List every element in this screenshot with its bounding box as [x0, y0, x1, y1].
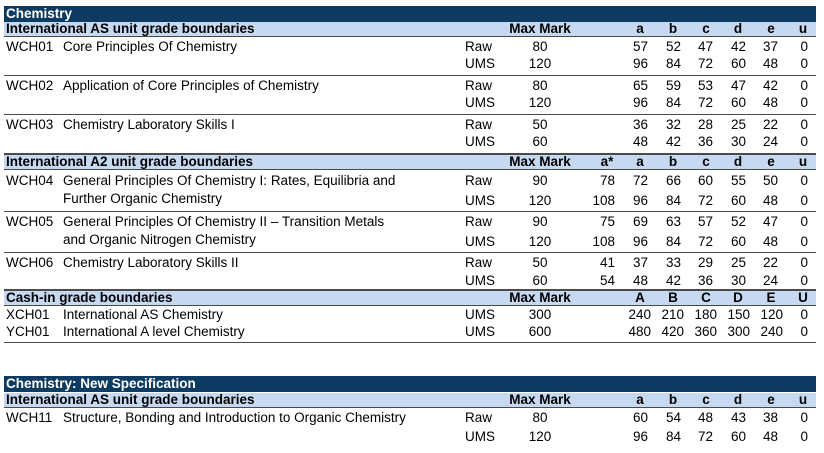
- grade-value: 48: [762, 95, 778, 110]
- grade-value: 0: [800, 56, 808, 71]
- unit-name: and Organic Nitrogen Chemistry: [63, 232, 256, 247]
- grade-value: 480: [628, 324, 651, 339]
- mark-type: UMS: [465, 95, 495, 110]
- grade-value: 84: [665, 56, 681, 71]
- grade-value: 47: [762, 214, 778, 229]
- unit-code: WCH06: [6, 255, 54, 270]
- grade-value: 360: [694, 324, 717, 339]
- unit-name: Further Organic Chemistry: [63, 191, 223, 206]
- grade-value: 52: [730, 214, 746, 229]
- grade-value: 59: [665, 78, 681, 93]
- grade-value: 0: [800, 214, 808, 229]
- max-mark-header: Max Mark: [509, 290, 571, 305]
- max-mark: 120: [528, 193, 552, 208]
- max-mark: 50: [532, 255, 548, 270]
- grade-value: 120: [760, 307, 783, 322]
- grade-value: 60: [730, 56, 746, 71]
- unit-code: WCH03: [6, 117, 54, 132]
- max-mark: 50: [532, 117, 548, 132]
- unit-code: XCH01: [6, 307, 50, 322]
- unit-name: Structure, Bonding and Introduction to Organic Chemistry: [63, 410, 406, 425]
- grade-value: 29: [697, 255, 713, 270]
- max-mark: 120: [528, 56, 552, 71]
- max-mark: 90: [532, 173, 548, 188]
- grade-value: 41: [599, 255, 615, 270]
- grade-value: 84: [665, 193, 681, 208]
- grade-value: 150: [727, 307, 750, 322]
- grade-value: 60: [632, 410, 648, 425]
- grade-value: 84: [665, 234, 681, 249]
- grade-value: 210: [661, 307, 684, 322]
- grade-value: 240: [628, 307, 651, 322]
- mark-type: Raw: [465, 410, 493, 425]
- grade-value: 60: [730, 193, 746, 208]
- max-mark-header: Max Mark: [509, 21, 571, 36]
- grade-value: 240: [760, 324, 783, 339]
- grade-value: 28: [697, 117, 713, 132]
- unit-name: Chemistry Laboratory Skills I: [63, 117, 235, 132]
- grade-value: 24: [762, 273, 778, 288]
- grade-value: 50: [762, 173, 778, 188]
- grade-value: 0: [800, 39, 808, 54]
- grade-header: C: [701, 290, 711, 305]
- group-heading: Cash-in grade boundaries: [6, 290, 173, 305]
- grade-value: 0: [800, 324, 808, 339]
- grade-header: D: [733, 290, 743, 305]
- grade-value: 48: [762, 56, 778, 71]
- grade-value: 96: [632, 95, 648, 110]
- grade-value: 38: [762, 410, 778, 425]
- unit-code: WCH01: [6, 39, 54, 54]
- unit-name: International A level Chemistry: [63, 324, 245, 339]
- grade-value: 55: [730, 173, 746, 188]
- grade-value: 69: [632, 214, 648, 229]
- grade-value: 96: [632, 56, 648, 71]
- grade-value: 72: [697, 234, 713, 249]
- grade-value: 0: [800, 429, 808, 444]
- grade-value: 84: [665, 95, 681, 110]
- max-mark: 90: [532, 214, 548, 229]
- grade-header: a: [636, 21, 644, 36]
- grade-header: u: [798, 392, 808, 407]
- grade-value: 30: [730, 273, 746, 288]
- grade-header: e: [767, 21, 775, 36]
- grade-value: 36: [632, 117, 648, 132]
- row-divider: [4, 114, 816, 115]
- grade-value: 65: [632, 78, 648, 93]
- grade-header: u: [798, 154, 808, 169]
- max-mark: 60: [532, 134, 548, 149]
- grade-value: 60: [730, 429, 746, 444]
- grade-header: e: [767, 392, 775, 407]
- grade-value: 0: [800, 95, 808, 110]
- grade-value: 0: [800, 173, 808, 188]
- grade-value: 60: [730, 95, 746, 110]
- section-title-new-spec: Chemistry: New Specification: [4, 376, 816, 392]
- grade-value: 25: [730, 117, 746, 132]
- grade-value: 420: [661, 324, 684, 339]
- max-mark: 120: [528, 95, 552, 110]
- grade-value: 57: [697, 214, 713, 229]
- grade-header: d: [733, 154, 743, 169]
- grade-header: d: [733, 21, 743, 36]
- mark-type: UMS: [465, 134, 495, 149]
- grade-value: 42: [730, 39, 746, 54]
- grade-value: 42: [762, 78, 778, 93]
- unit-name: General Principles Of Chemistry I: Rates, Equilibria and: [63, 173, 396, 188]
- grade-value: 60: [697, 173, 713, 188]
- grade-value: 22: [762, 255, 778, 270]
- grade-header: e: [767, 154, 775, 169]
- grade-value: 42: [665, 134, 681, 149]
- grade-value: 75: [599, 214, 615, 229]
- mark-type: Raw: [465, 39, 493, 54]
- mark-type: UMS: [465, 234, 495, 249]
- grade-header: a: [636, 154, 644, 169]
- grade-value: 22: [762, 117, 778, 132]
- grade-value: 25: [730, 255, 746, 270]
- grade-value: 53: [697, 78, 713, 93]
- mark-type: Raw: [465, 255, 493, 270]
- mark-type: UMS: [465, 429, 495, 444]
- max-mark-header: Max Mark: [509, 154, 571, 169]
- group-heading: International AS unit grade boundaries: [6, 392, 255, 407]
- grade-header: d: [733, 392, 743, 407]
- grade-value: 72: [697, 193, 713, 208]
- grade-header: E: [766, 290, 776, 305]
- unit-name: Chemistry Laboratory Skills II: [63, 255, 239, 270]
- mark-type: UMS: [465, 193, 495, 208]
- grade-header: B: [668, 290, 678, 305]
- mark-type: Raw: [465, 173, 493, 188]
- grade-value: 32: [665, 117, 681, 132]
- grade-value: 63: [665, 214, 681, 229]
- grade-value: 30: [730, 134, 746, 149]
- grade-header: c: [702, 21, 710, 36]
- unit-code: WCH11: [6, 410, 53, 425]
- row-divider: [4, 75, 816, 76]
- grade-value: 47: [730, 78, 746, 93]
- grade-value: 48: [632, 273, 648, 288]
- unit-code: WCH05: [6, 214, 54, 229]
- max-mark: 60: [532, 273, 548, 288]
- grade-value: 96: [632, 429, 648, 444]
- unit-name: Core Principles Of Chemistry: [63, 39, 238, 54]
- grade-value: 57: [632, 39, 648, 54]
- grade-value: 43: [730, 410, 746, 425]
- grade-header: c: [702, 154, 710, 169]
- mark-type: Raw: [465, 78, 493, 93]
- max-mark: 300: [528, 307, 552, 322]
- mark-type: Raw: [465, 214, 493, 229]
- grade-value: 108: [592, 193, 615, 208]
- grade-value: 0: [800, 193, 808, 208]
- unit-name: Application of Core Principles of Chemistry: [63, 78, 319, 93]
- grade-header: A: [635, 290, 645, 305]
- grade-header: c: [702, 392, 710, 407]
- grade-value: 0: [800, 307, 808, 322]
- group-heading: International A2 unit grade boundaries: [6, 154, 254, 169]
- row-divider: [4, 211, 816, 212]
- unit-code: YCH01: [6, 324, 50, 339]
- grade-value: 33: [665, 255, 681, 270]
- grade-header: U: [798, 290, 808, 305]
- grade-value: 37: [762, 39, 778, 54]
- grade-value: 66: [665, 173, 681, 188]
- mark-type: UMS: [465, 307, 495, 322]
- max-mark: 80: [532, 410, 548, 425]
- grade-value: 52: [665, 39, 681, 54]
- max-mark: 600: [528, 324, 552, 339]
- grade-value: 48: [697, 410, 713, 425]
- unit-code: WCH04: [6, 173, 54, 188]
- max-mark: 80: [532, 39, 548, 54]
- grade-value: 0: [800, 117, 808, 132]
- section-title-chemistry: Chemistry: [4, 6, 816, 22]
- grade-value: 24: [762, 134, 778, 149]
- row-divider: [4, 342, 816, 343]
- mark-type: UMS: [465, 324, 495, 339]
- grade-value: 60: [730, 234, 746, 249]
- grade-value: 72: [697, 95, 713, 110]
- grade-header: b: [668, 392, 678, 407]
- grade-value: 0: [800, 234, 808, 249]
- max-mark-header: Max Mark: [509, 392, 571, 407]
- grade-value: 0: [800, 273, 808, 288]
- grade-header: b: [668, 21, 678, 36]
- mark-type: UMS: [465, 56, 495, 71]
- grade-value: 0: [800, 78, 808, 93]
- grade-header: b: [668, 154, 678, 169]
- grade-header: a: [636, 392, 644, 407]
- grade-value: 36: [697, 134, 713, 149]
- grade-value: 48: [762, 234, 778, 249]
- grade-value: 180: [694, 307, 717, 322]
- unit-name: General Principles Of Chemistry II – Transition Metals: [63, 214, 385, 229]
- grade-value: 48: [762, 429, 778, 444]
- max-mark: 80: [532, 78, 548, 93]
- mark-type: Raw: [465, 117, 493, 132]
- grade-value: 78: [599, 173, 615, 188]
- grade-value: 36: [697, 273, 713, 288]
- unit-code: WCH02: [6, 78, 54, 93]
- grade-value: 0: [800, 410, 808, 425]
- grade-value: 47: [697, 39, 713, 54]
- group-heading: International AS unit grade boundaries: [6, 21, 255, 36]
- max-mark: 120: [528, 429, 552, 444]
- grade-value: 96: [632, 193, 648, 208]
- mark-type: UMS: [465, 273, 495, 288]
- grade-value: 0: [800, 134, 808, 149]
- grade-value: 54: [599, 273, 615, 288]
- grade-value: 72: [697, 429, 713, 444]
- grade-value: 72: [697, 56, 713, 71]
- unit-name: International AS Chemistry: [63, 307, 223, 322]
- row-divider: [4, 252, 816, 253]
- grade-value: 108: [592, 234, 615, 249]
- grade-header: a*: [600, 154, 614, 169]
- grade-value: 300: [727, 324, 750, 339]
- max-mark: 120: [528, 234, 552, 249]
- grade-value: 72: [632, 173, 648, 188]
- grade-value: 48: [632, 134, 648, 149]
- grade-header: u: [798, 21, 808, 36]
- grade-value: 37: [632, 255, 648, 270]
- grade-value: 0: [800, 255, 808, 270]
- grade-value: 48: [762, 193, 778, 208]
- grade-value: 54: [665, 410, 681, 425]
- grade-value: 42: [665, 273, 681, 288]
- grade-value: 84: [665, 429, 681, 444]
- grade-value: 96: [632, 234, 648, 249]
